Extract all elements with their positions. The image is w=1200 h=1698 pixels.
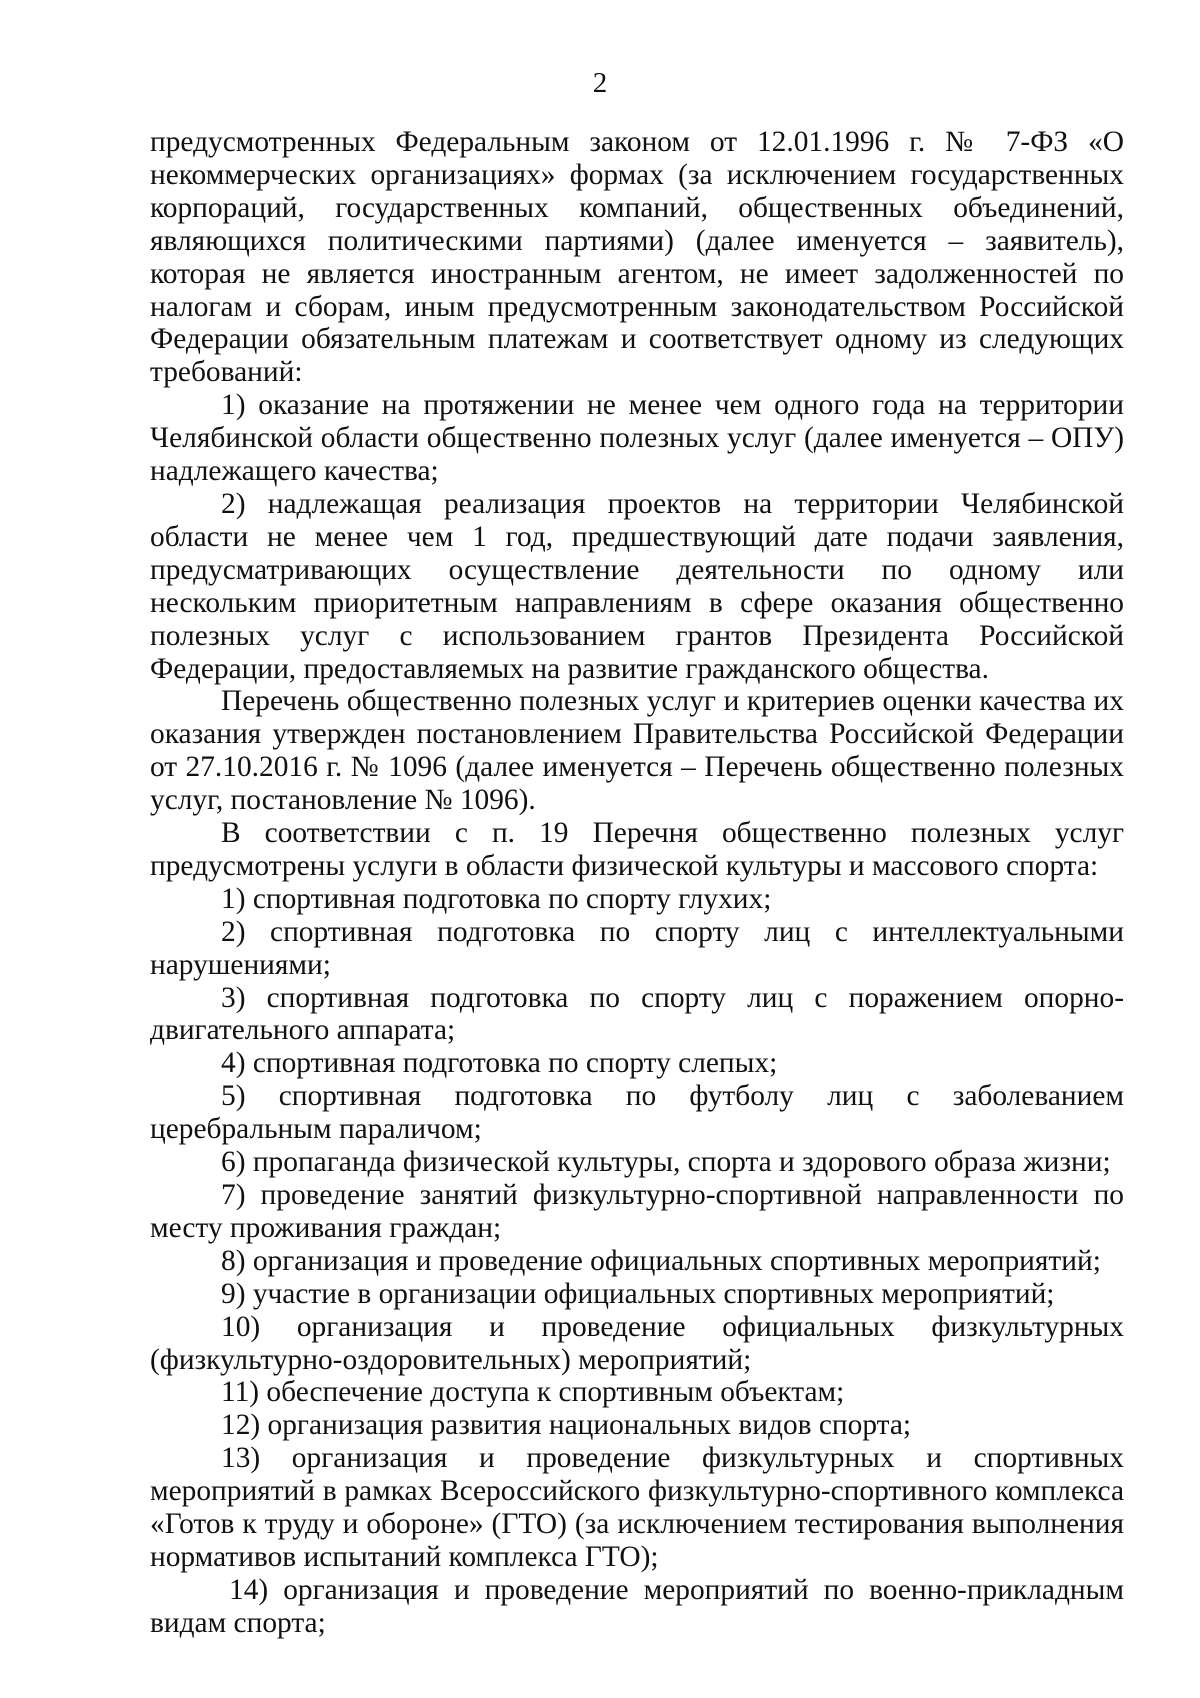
list-item-service-8: 8) организация и проведение официальных спортивных мероприятий; — [221, 1244, 1101, 1277]
list-item-service-5: 5) спортивная подготовка по футболу лиц с заболеванием церебральным параличом; — [150, 1080, 1124, 1146]
list-item-service-13: 13) организация и проведение физкультурных и спортивных мероприятий в рамках Всероссийского физкультурно-спортивного комплекса «Готов к труду и обороне» (ГТО) (за исключением тестирования выполнения нормативов испытаний комплекса ГТО); — [150, 1442, 1124, 1573]
paragraph-requirement-2: 2) надлежащая реализация проектов на территории Челябинской области не менее чем 1 год, предшествующий дате подачи заявления, предусматривающих осуществление деятельности по одному или нескольким приоритетным направлениям в сфере оказания общественно полезных услуг с использованием грантов Президента Российской Федерации, предоставляемых на развитие гражданского общества. — [150, 487, 1124, 685]
list-item-service-7: 7) проведение занятий физкультурно-спортивной направленности по месту проживания граждан; — [150, 1179, 1124, 1244]
page-number: 2 — [592, 67, 608, 99]
list-item-service-3: 3) спортивная подготовка по спорту лиц с поражением опорно-двигательного аппарата; — [150, 981, 1124, 1047]
list-item-service-10: 10) организация и проведение официальных физкультурных (физкультурно-оздоровительных) мероприятий; — [150, 1310, 1124, 1376]
list-item-service-12: 12) организация развития национальных видов спорта; — [221, 1409, 912, 1442]
paragraph-services-list-decree: Перечень общественно полезных услуг и критериев оценки качества их оказания утвержден постановлением Правительства Российской Федерации от 27.10.2016 г. № 1096 (далее именуется – Перечень общественно полезных услуг, постановление № 1096). — [150, 685, 1124, 817]
list-item-service-6: 6) пропаганда физической культуры, спорта и здорового образа жизни; — [221, 1146, 1111, 1179]
paragraph-requirement-1: 1) оказание на протяжении не менее чем одного года на территории Челябинской области общественно полезных услуг (далее именуется – ОПУ) надлежащего качества; — [150, 389, 1124, 488]
paragraph-intro: предусмотренных Федеральным законом от 12.01.1996 г. № 7-ФЗ «О некоммерческих организациях» формах (за исключением государственных корпораций, государственных компаний, общественных объединений, являющихся политическими партиями) (далее именуется – заявитель), которая не является иностранным агентом, не имеет задолженностей по налогам и сборам, иным предусмотренным законодательством Российской Федерации обязательным платежам и соответствует одному из следующих требований: — [150, 126, 1124, 389]
document-body — [150, 126, 1124, 1640]
list-item-service-11: 11) обеспечение доступа к спортивным объектам; — [221, 1376, 845, 1409]
paragraph-item-19-intro: В соответствии с п. 19 Перечня общественно полезных услуг предусмотрены услуги в области физической культуры и массового спорта: — [150, 817, 1124, 882]
list-item-service-2: 2) спортивная подготовка по спорту лиц с интеллектуальными нарушениями; — [150, 915, 1124, 981]
list-item-service-14: 14) организация и проведение мероприятий по военно-прикладным видам спорта; — [150, 1573, 1124, 1639]
list-item-service-9: 9) участие в организации официальных спортивных мероприятий; — [221, 1277, 1055, 1310]
list-item-service-4: 4) спортивная подготовка по спорту слепых; — [221, 1047, 778, 1080]
list-item-service-1: 1) спортивная подготовка по спорту глухих; — [221, 882, 772, 915]
